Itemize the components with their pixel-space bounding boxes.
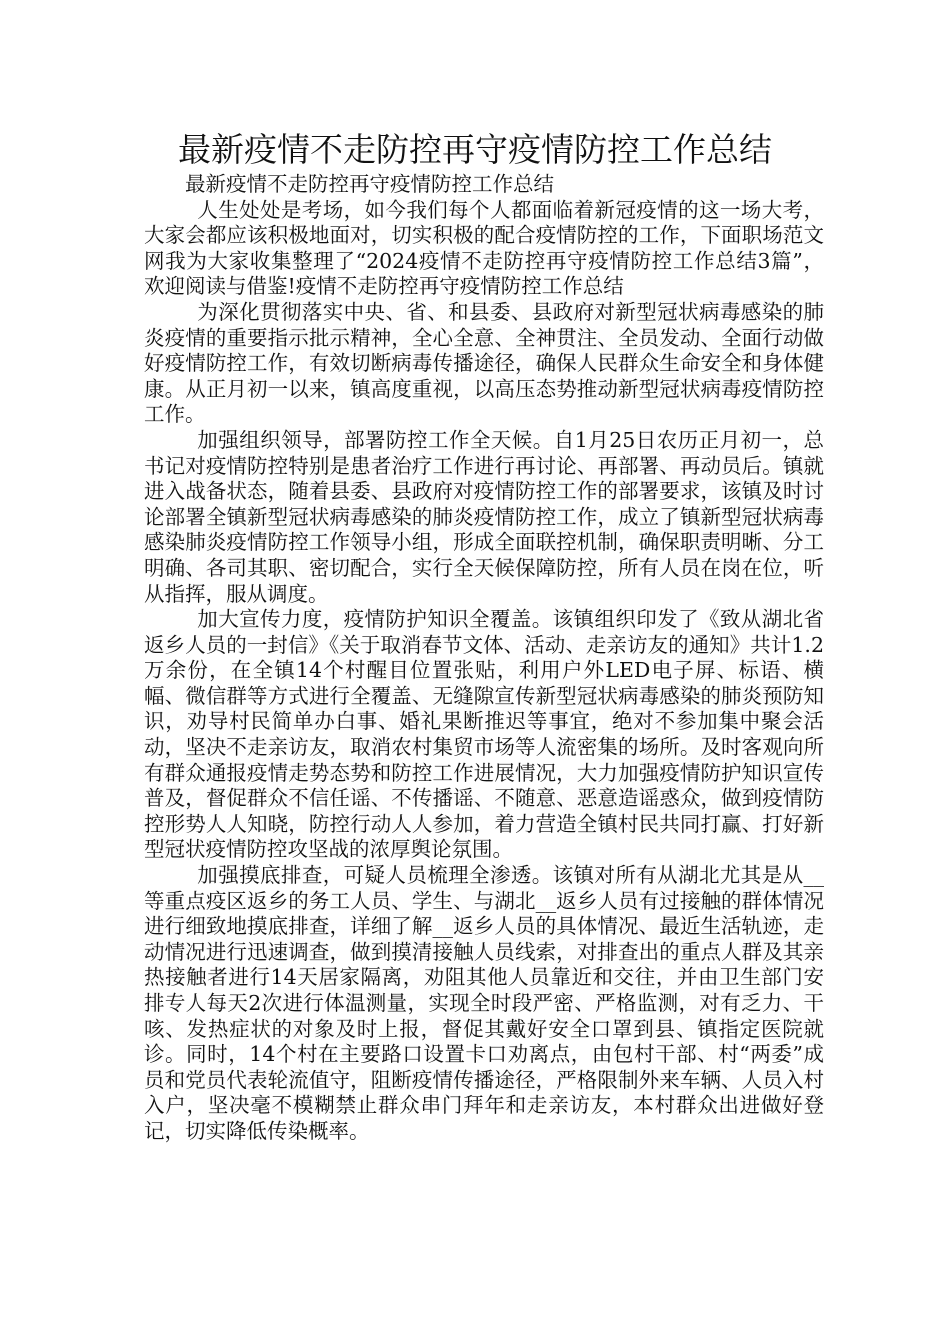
document-title: 最新疫情不走防控再守疫情防控工作总结 <box>178 130 772 169</box>
paragraph-screening: 加强摸底排查，可疑人员梳理全渗透。该镇对所有从湖北尤其是从__等重点疫区返乡的务工人员、学生、与湖北__返乡人员有过接触的群体情况进行细致地摸底排查，详细了解__返乡人员的具体情况、最近生活轨迹，走动情况进行迅速调查，做到摸清接触人员线索，对排查出的重点人群及其亲热接触者进行14天居家隔离，劝阻其他人员靠近和交往，并由卫生部门安排专人每天2次进行体温测量，实现全时段严密、严格监测，对有乏力、干咳、发热症状的对象及时上报，督促其戴好安全口罩到县、镇指定医院就诊。同时，14个村在主要路口设置卡口劝离点，由包村干部、村“两委”成员和党员代表轮流值守，阻断疫情传播途径，严格限制外来车辆、人员入村入户，坚决毫不模糊禁止群众串门拜年和走亲访友，本村群众出进做好登记，切实降低传染概率。 <box>144 863 824 1143</box>
paragraph-overview: 为深化贯彻落实中央、省、和县委、县政府对新型冠状病毒感染的肺炎疫情的重要指示批示精神，全心全意、全神贯注、全员发动、全面行动做好疫情防控工作，有效切断病毒传播途径，确保人民群众生命安全和身体健康。从正月初一以来，镇高度重视，以高压态势推动新型冠状病毒疫情防控工作。 <box>144 299 824 427</box>
document-body <box>144 172 824 1145</box>
paragraph-organization: 加强组织领导，部署防控工作全天候。自1月25日农历正月初一，总书记对疫情防控特别是患者治疗工作进行再讨论、再部署、再动员后。镇就进入战备状态，随着县委、县政府对疫情防控工作的部署要求，该镇及时讨论部署全镇新型冠状病毒感染的肺炎疫情防控工作，成立了镇新型冠状病毒感染肺炎疫情防控工作领导小组，形成全面联控机制，确保职责明晰、分工明确、各司其职、密切配合，实行全天候保障防控，所有人员在岗在位，听从指挥，服从调度。 <box>144 427 824 606</box>
paragraph-intro: 人生处处是考场，如今我们每个人都面临着新冠疫情的这一场大考，大家会都应该积极地面对，切实积极的配合疫情防控的工作，下面职场范文网我为大家收集整理了“2024疫情不走防控再守疫情防控工作总结3篇”，欢迎阅读与借鉴!疫情不走防控再守疫情防控工作总结 <box>144 197 824 299</box>
document-subtitle: 最新疫情不走防控再守疫情防控工作总结 <box>185 172 554 196</box>
paragraph-publicity: 加大宣传力度，疫情防护知识全覆盖。该镇组织印发了《致从湖北省返乡人员的一封信》《关于取消春节文体、活动、走亲访友的通知》共计1.2万余份，在全镇14个村醒目位置张贴，利用户外LED电子屏、标语、横幅、微信群等方式进行全覆盖、无缝隙宣传新型冠状病毒感染的肺炎预防知识，劝导村民简单办白事、婚礼果断推迟等事宜，绝对不参加集中聚会活动，坚决不走亲访友，取消农村集贸市场等人流密集的场所。及时客观向所有群众通报疫情走势态势和防控工作进展情况，大力加强疫情防护知识宣传普及，督促群众不信任谣、不传播谣、不随意、恶意造谣惑众，做到疫情防控形势人人知晓，防控行动人人参加，着力营造全镇村民共同打赢、打好新型冠状疫情防控攻坚战的浓厚舆论氛围。 <box>144 607 824 862</box>
